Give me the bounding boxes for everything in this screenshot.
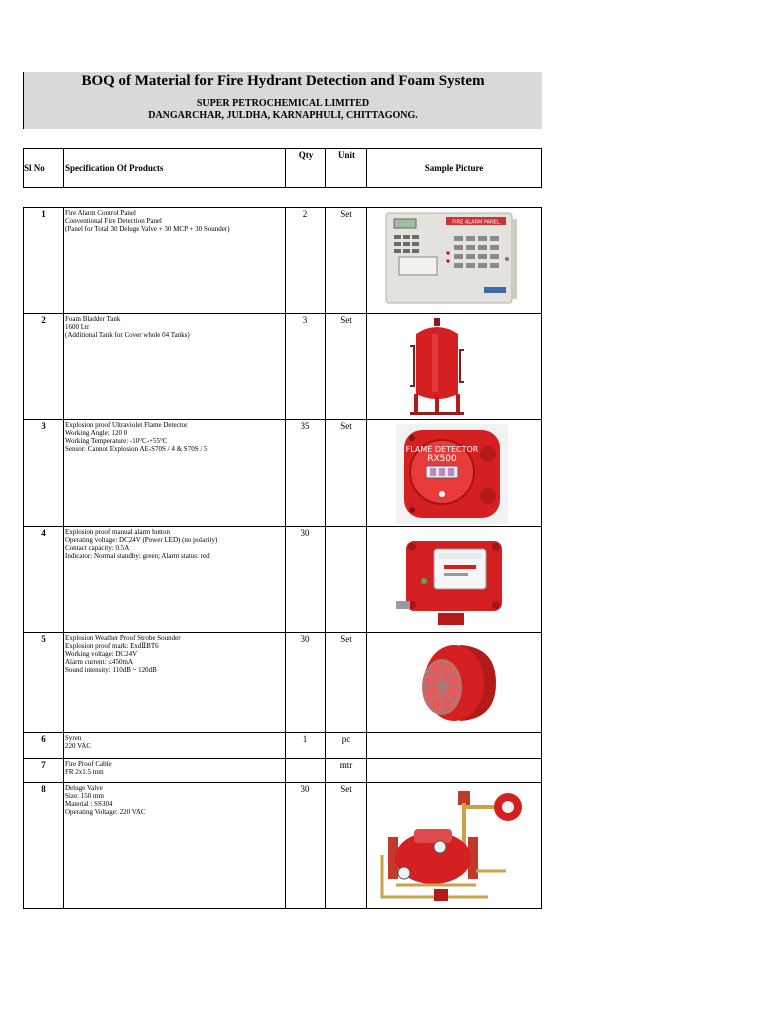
table-row	[24, 313, 541, 420]
row-sl: 3	[41, 421, 46, 431]
manual-alarm-button-image	[394, 531, 510, 629]
table-row	[24, 758, 541, 783]
flame-detector-image	[396, 424, 508, 524]
row-spec: Fire Alarm Control Panel Conventional Fire Detection Panel (Panel for Total 30 Deluge Valve + 30 MCP + 30 Sounder)	[65, 209, 230, 233]
strobe-sounder-image	[410, 637, 502, 729]
row-spec: Deluge Valve Size: 150 mm Material : SS304 Operating Voltage: 220 VAC	[65, 784, 146, 816]
table-row	[24, 526, 541, 633]
row-sl: 5	[41, 634, 46, 644]
row-spec: Explosion proof Ultraviolet Flame Detector Working Angle: 120 0 Working Temperature: -10°C-+55°C Sensor: Cannot Explosion AE-S70S / 4 & S70S / 5	[65, 421, 208, 453]
row-sl: 6	[41, 734, 46, 744]
col-header-spec: Specification Of Products	[65, 163, 164, 173]
table-row	[24, 208, 541, 313]
row-unit: mtr	[339, 760, 353, 770]
title-block	[23, 72, 542, 129]
col-header-qty: Qty	[298, 150, 314, 160]
row-qty: 35	[300, 421, 310, 431]
row-unit: pc	[341, 734, 351, 744]
row-sl: 2	[41, 315, 46, 325]
row-sl: 8	[41, 784, 46, 794]
row-qty: 2	[302, 209, 308, 219]
row-unit: Set	[340, 784, 352, 794]
row-qty: 3	[302, 315, 308, 325]
row-qty: 30	[300, 784, 310, 794]
deluge-valve-image	[376, 789, 526, 907]
company-address: DANGARCHAR, JULDHA, KARNAPHULI, CHITTAGONG.	[148, 110, 418, 121]
row-sl: 7	[41, 760, 46, 770]
row-unit: Set	[340, 315, 352, 325]
document-title: BOQ of Material for Fire Hydrant Detection and Foam System	[81, 73, 485, 89]
row-spec: Foam Bladder Tank 1600 Ltr (Additional Tank for Cover whole 04 Tanks)	[65, 315, 190, 339]
fire-alarm-panel-image	[384, 211, 520, 308]
row-spec: Explosion proof manual alarm button Operating voltage: DC24V (Power LED) (no polarity) Contact capacity: 0.5A Indicator: Normal standby: green; Alarm status: red	[65, 528, 218, 560]
table-row	[24, 782, 541, 910]
foam-bladder-tank-image	[406, 316, 468, 418]
row-spec: Explosion Weather Proof Strobe Sounder Explosion proof mark: ExdⅡBT6 Working voltage: DC24V Alarm current: ≤450mA Sound intensity: 110dB ~ 120dB	[65, 634, 181, 674]
boq-table	[23, 207, 542, 909]
col-header-unit: Unit	[337, 150, 355, 160]
table-header	[23, 148, 542, 188]
col-header-sl: Sl No	[24, 163, 45, 173]
row-sl: 1	[41, 209, 46, 219]
row-unit: Set	[340, 634, 352, 644]
svg-text:RX500: RX500	[427, 454, 457, 464]
table-row	[24, 632, 541, 733]
col-header-picture: Sample Picture	[424, 163, 484, 173]
svg-text:FIRE ALARM PANEL: FIRE ALARM PANEL	[452, 219, 500, 226]
row-qty: 1	[302, 734, 308, 744]
row-sl: 4	[41, 528, 46, 538]
table-row	[24, 732, 541, 759]
row-qty: 30	[300, 528, 310, 538]
row-unit: Set	[340, 421, 352, 431]
row-unit: Set	[340, 209, 352, 219]
row-spec: Syren 220 VAC	[65, 734, 92, 750]
table-row	[24, 419, 541, 527]
row-spec: Fire Proof Cable FR 2x1.5 mm	[65, 760, 112, 776]
svg-text:FLAME DETECTOR: FLAME DETECTOR	[405, 445, 479, 454]
row-qty: 30	[300, 634, 310, 644]
company-name: SUPER PETROCHEMICAL LIMITED	[196, 98, 370, 109]
